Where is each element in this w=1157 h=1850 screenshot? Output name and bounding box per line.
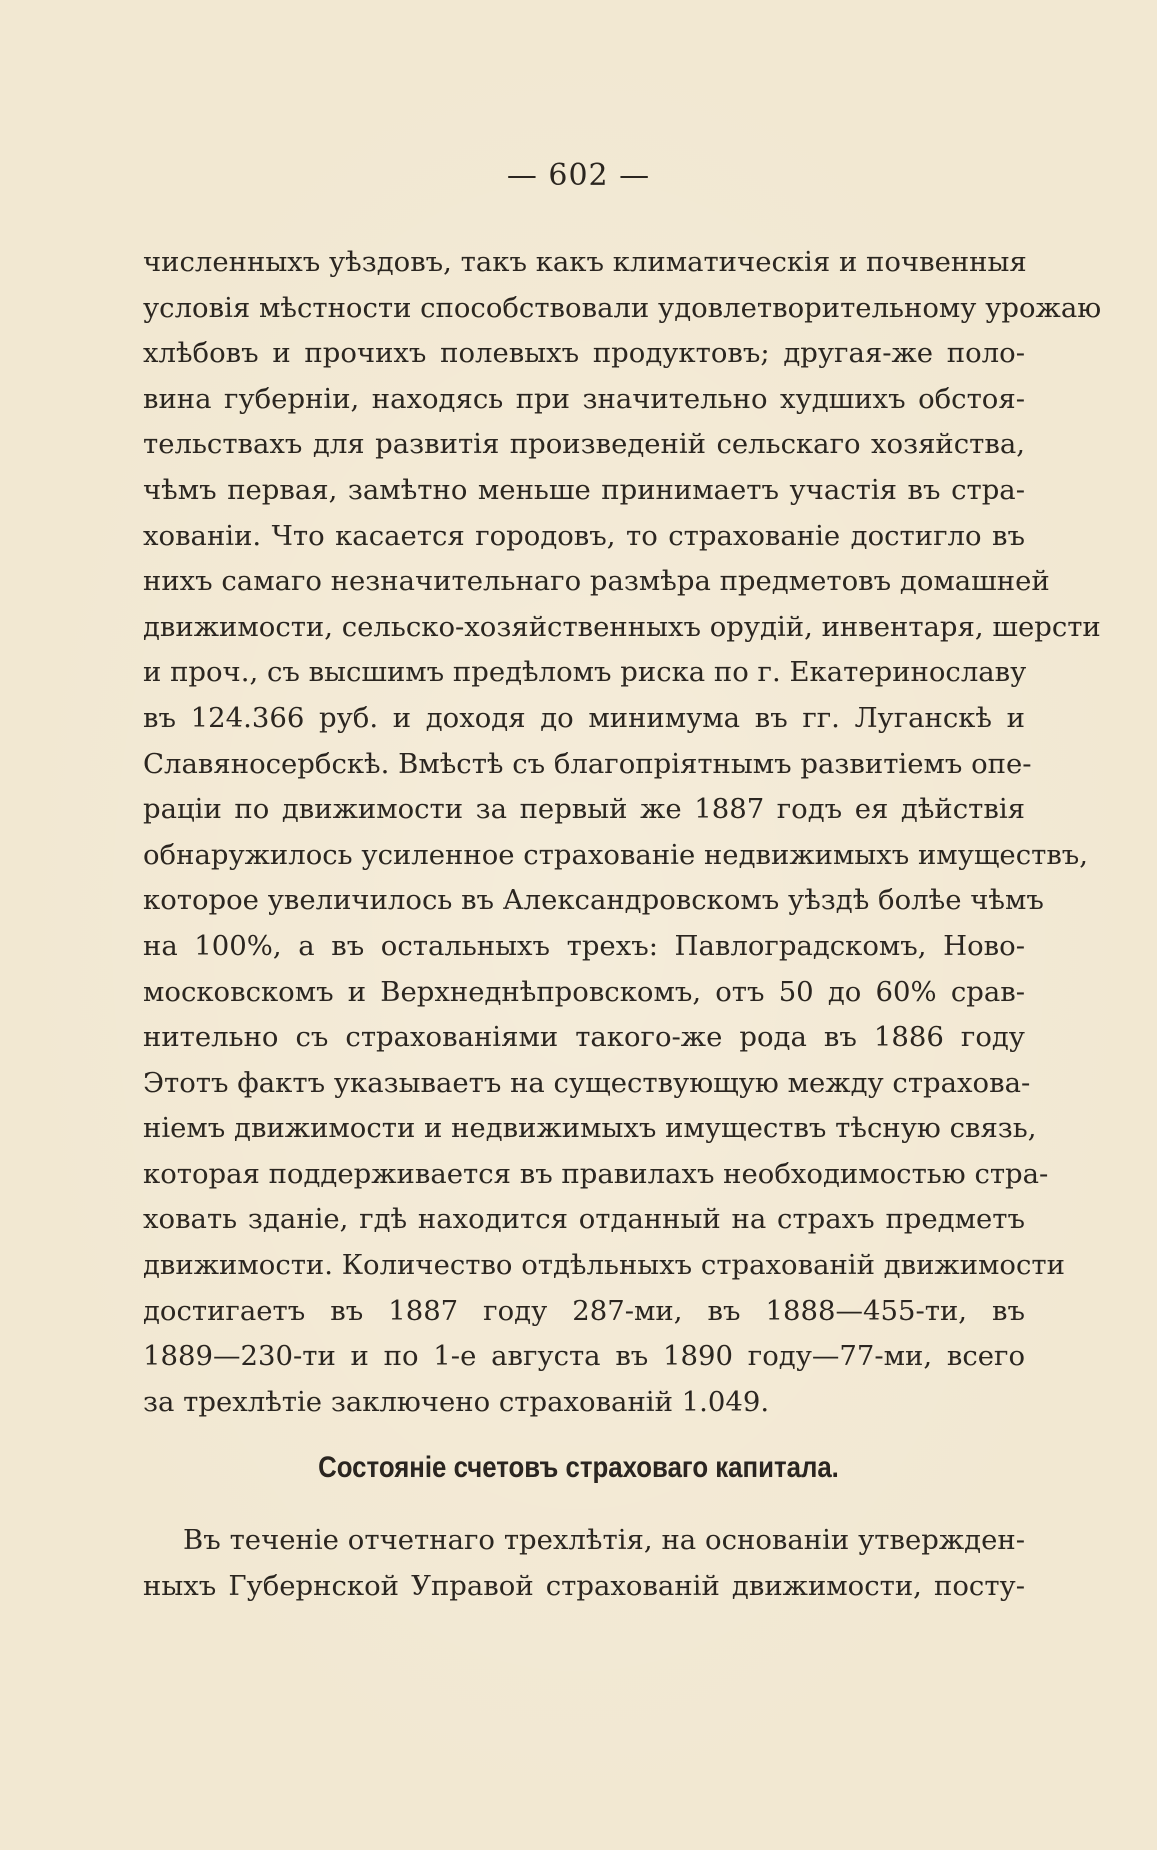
text-line: ныхъ Губернской Управой страхованій движимости, посту- [143, 1569, 1025, 1602]
text-line: за трехлѣтіе заключено страхованій 1.049. [143, 1385, 770, 1418]
text-line: нительно съ страхованіями такого-же рода въ 1886 году [143, 1021, 1025, 1054]
text-line: обнаружилось усиленное страхованіе недвижимыхъ имуществъ, [143, 838, 1089, 871]
text-line: ховать зданіе, гдѣ находится отданный на страхъ предметъ [143, 1203, 1025, 1236]
paragraph-capital-accounts [143, 1518, 1025, 1609]
text-line: московскомъ и Верхнеднѣпровскомъ, отъ 50 до 60% срав- [143, 975, 1025, 1008]
text-line: и проч., съ высшимъ предѣломъ риска по г. Екатеринославу [143, 656, 1027, 689]
text-line: нихъ самаго незначительнаго размѣра предметовъ домашней [143, 565, 1050, 598]
text-line: ніемъ движимости и недвижимыхъ имуществъ тѣсную связь, [143, 1112, 1037, 1145]
paragraph-insurance-movables [143, 240, 1102, 1425]
text-line: раціи по движимости за первый же 1887 годъ ея дѣйствія [143, 793, 1025, 826]
text-line: на 100%, а въ остальныхъ трехъ: Павлоградскомъ, Ново- [143, 929, 1025, 962]
text-line: вина губерніи, находясь при значительно худшихъ обстоя- [143, 382, 1025, 415]
text-line: Этотъ фактъ указываетъ на существующую между страхова- [143, 1066, 1031, 1099]
page-number: — 602 — [506, 158, 651, 193]
text-line: условія мѣстности способствовали удовлетворительному урожаю [143, 291, 1102, 324]
text-line: Славяносербскѣ. Вмѣстѣ съ благопріятнымъ развитіемъ опе- [143, 747, 1032, 780]
text-line: тельствахъ для развитія произведеній сельскаго хозяйства, [143, 428, 1025, 461]
section-heading: Состояніе счетовъ страховаго капитала. [318, 1451, 839, 1484]
text-line: достигаетъ въ 1887 году 287-ми, въ 1888—455-ти, въ [143, 1294, 1025, 1327]
text-line: въ 124.366 руб. и доходя до минимума въ гг. Луганскѣ и [143, 701, 1025, 734]
text-line: хованіи. Что касается городовъ, то страхованіе достигло въ [143, 519, 1025, 552]
text-line: которая поддерживается въ правилахъ необходимостью стра- [143, 1157, 1049, 1190]
text-line: движимости, сельско-хозяйственныхъ орудій, инвентаря, шерсти [143, 610, 1101, 643]
text-line: которое увеличилось въ Александровскомъ уѣздѣ болѣе чѣмъ [143, 884, 1044, 917]
text-line: 1889—230-ти и по 1-е августа въ 1890 году—77-ми, всего [143, 1340, 1025, 1373]
text-line: чѣмъ первая, замѣтно меньше принимаетъ участія въ стра- [143, 473, 1025, 506]
text-line: движимости. Количество отдѣльныхъ страхованій движимости [143, 1249, 1065, 1282]
text-line: численныхъ уѣздовъ, такъ какъ климатическія и почвенныя [143, 246, 1027, 278]
text-line: Въ теченіе отчетнаго трехлѣтія, на основаніи утвержден- [183, 1524, 1025, 1556]
text-line: хлѣбовъ и прочихъ полевыхъ продуктовъ; другая-же поло- [143, 337, 1025, 370]
